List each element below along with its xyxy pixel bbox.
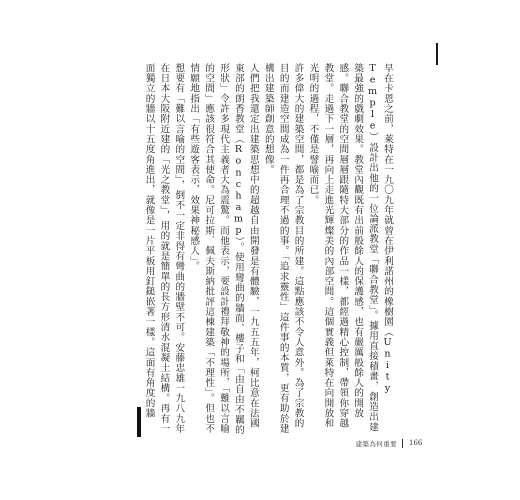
paragraph: 許多偉大的建築空間，都是為了宗教目的所建。這點應該不令人意外。為了宗教的目的而建造空間成為一件再合理不過的事。「追求靈性」這件事的本質，更有助於建構出建築師創意的想像。 [262, 63, 304, 434]
page-footer [0, 439, 520, 455]
running-head: 建築為何重要 [355, 440, 397, 448]
body-text [126, 63, 394, 437]
bottom-margin-rule [137, 407, 141, 437]
page-number: 166 [409, 439, 423, 447]
paragraph: 人們把我還定出建築思想中的超越自由開發是有體驗，一九五五年，柯比意在法國東部的朗香教堂（Ronchamp）。使用彎曲的牆面、樓子和「由自由不羈的形狀」令許多現代主義者大為震驚。而他表示，要設計禮拜敬神的場所，「難以言喻的空間」應該很符合其使命。尼可拉斯．佩夫斯納批評這棟建築「不理性」。但也不情願地指出「有些遊客表示，效果神秘感人」。 [188, 63, 259, 435]
top-margin-rule [436, 43, 438, 65]
paragraph: 早在卡恩之前，萊特在一九〇九年就曾在伊利諾州的橡樹園（Unity Temple）設計出他的一位論派教堂「聯合教堂」。據用直接積畫，創造出建築最強的戲劇效果。教堂內觀既有出前般餘人的保護感，也有嚴厲般餘人的開放感。聯合教堂的空間層層跟隨特大部分的作品一樣，都經過精心控制，帶領你穿越教堂。走過下一層，再向上走進光輝燦美的內部空間。這個實義但萊特在向開放和光明的過程，不僅是譬喻而已。 [307, 63, 393, 432]
footer-divider [402, 439, 403, 448]
paragraph: 想要有「難以言喻的空間」，倒不一定非得有彎曲的牆壁不可。安藤忠雄一九八九年在日本大阪附近建的「光之教堂」，用的就是簡單的長方形清水混凝土結構。再有一面獨立的牆以十五度角進出，就像是一片平板用釘鎚嵌著一樣。這面有角度的牆 [143, 63, 185, 434]
